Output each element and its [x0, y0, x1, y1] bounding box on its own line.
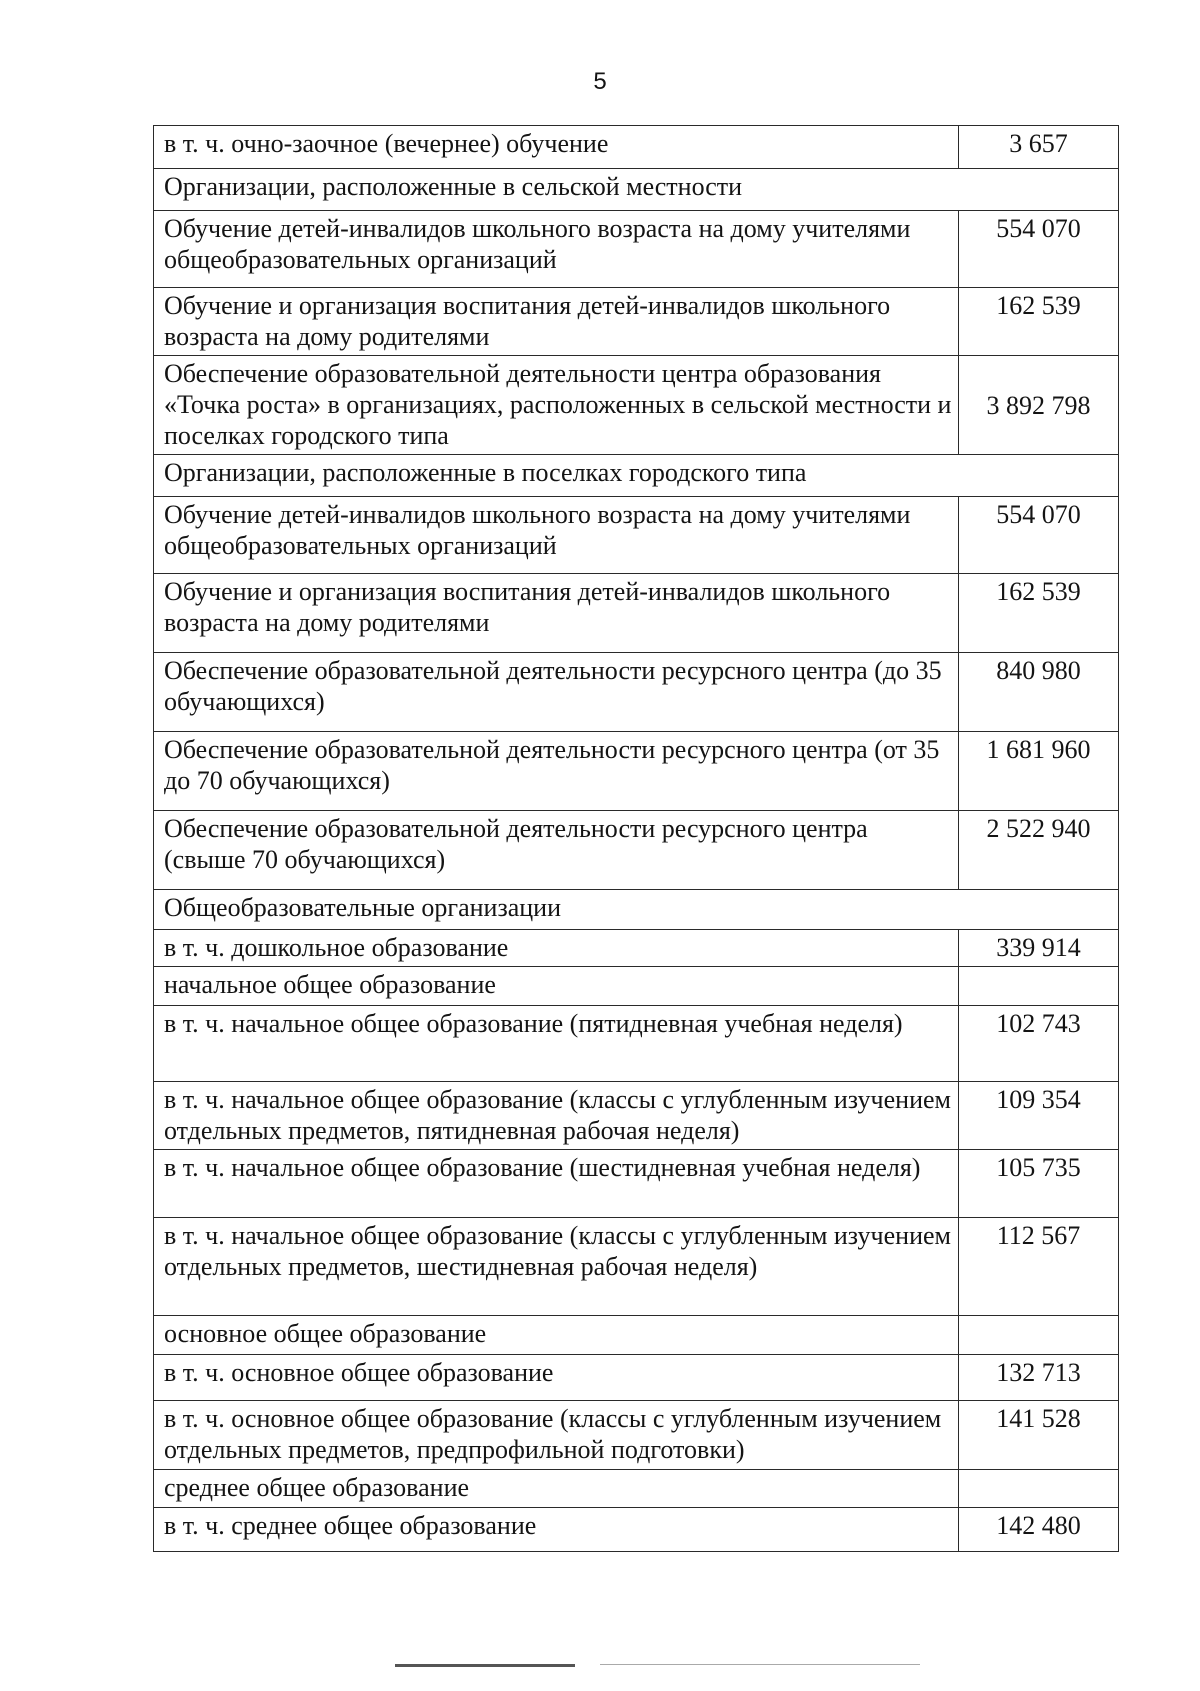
table-row [154, 497, 1119, 574]
row-value: 1 681 960 [959, 732, 1119, 811]
table-row [154, 356, 1119, 455]
row-value: 102 743 [959, 1006, 1119, 1082]
row-value: 339 914 [959, 930, 1119, 967]
budget-table [153, 125, 1119, 1552]
row-label: в т. ч. начальное общее образование (пятидневная учебная неделя) [154, 1006, 959, 1082]
table-row [154, 1508, 1119, 1552]
row-label: в т. ч. очно-заочное (вечернее) обучение [154, 126, 959, 169]
row-label: начальное общее образование [154, 967, 959, 1006]
row-label: среднее общее образование [154, 1470, 959, 1508]
row-value: 840 980 [959, 653, 1119, 732]
row-label: Обеспечение образовательной деятельности ресурсного центра (до 35 обучающихся) [154, 653, 959, 732]
row-value: 162 539 [959, 288, 1119, 356]
row-value [959, 1316, 1119, 1355]
table-row [154, 211, 1119, 288]
row-value: 105 735 [959, 1150, 1119, 1218]
row-value: 3 892 798 [959, 356, 1119, 455]
row-label: Обучение и организация воспитания детей-инвалидов школьного возраста на дому родителями [154, 574, 959, 653]
row-value: 554 070 [959, 211, 1119, 288]
scan-mark [600, 1664, 920, 1665]
row-value: 132 713 [959, 1355, 1119, 1401]
row-value: 554 070 [959, 497, 1119, 574]
table-row [154, 455, 1119, 497]
table-row [154, 1470, 1119, 1508]
table-row [154, 653, 1119, 732]
row-label: основное общее образование [154, 1316, 959, 1355]
section-header-cell: Организации, расположенные в сельской местности [154, 169, 1119, 211]
table-row [154, 1401, 1119, 1470]
table-row [154, 1006, 1119, 1082]
section-header-cell: Организации, расположенные в поселках городского типа [154, 455, 1119, 497]
row-label: Обеспечение образовательной деятельности центра образования «Точка роста» в организациях, расположенных в сельской местности и поселках городского типа [154, 356, 959, 455]
table-row [154, 126, 1119, 169]
row-value: 141 528 [959, 1401, 1119, 1470]
page-number: 5 [593, 68, 607, 95]
row-value [959, 1470, 1119, 1508]
table-row [154, 574, 1119, 653]
table-row [154, 1150, 1119, 1218]
section-header-cell: Общеобразовательные организации [154, 890, 1119, 930]
table-row [154, 732, 1119, 811]
row-label: в т. ч. среднее общее образование [154, 1508, 959, 1552]
table-row [154, 169, 1119, 211]
row-value: 3 657 [959, 126, 1119, 169]
row-label: в т. ч. дошкольное образование [154, 930, 959, 967]
row-label: в т. ч. основное общее образование [154, 1355, 959, 1401]
row-label: Обеспечение образовательной деятельности ресурсного центра (свыше 70 обучающихся) [154, 811, 959, 890]
table-row [154, 1082, 1119, 1150]
row-value: 2 522 940 [959, 811, 1119, 890]
row-label: Обучение и организация воспитания детей-инвалидов школьного возраста на дому родителями [154, 288, 959, 356]
row-label: Обучение детей-инвалидов школьного возраста на дому учителями общеобразовательных организаций [154, 211, 959, 288]
table-row [154, 930, 1119, 967]
scan-mark [395, 1664, 575, 1667]
table-row [154, 967, 1119, 1006]
row-value: 142 480 [959, 1508, 1119, 1552]
table-row [154, 1218, 1119, 1316]
row-label: в т. ч. начальное общее образование (классы с углубленным изучением отдельных предметов, шестидневная рабочая неделя) [154, 1218, 959, 1316]
table-row [154, 288, 1119, 356]
table-body [154, 126, 1119, 1552]
row-value [959, 967, 1119, 1006]
table-row [154, 890, 1119, 930]
row-label: Обучение детей-инвалидов школьного возраста на дому учителями общеобразовательных организаций [154, 497, 959, 574]
row-label: в т. ч. начальное общее образование (шестидневная учебная неделя) [154, 1150, 959, 1218]
row-label: в т. ч. начальное общее образование (классы с углубленным изучением отдельных предметов, пятидневная рабочая неделя) [154, 1082, 959, 1150]
row-value: 109 354 [959, 1082, 1119, 1150]
row-label: Обеспечение образовательной деятельности ресурсного центра (от 35 до 70 обучающихся) [154, 732, 959, 811]
row-value: 162 539 [959, 574, 1119, 653]
row-label: в т. ч. основное общее образование (классы с углубленным изучением отдельных предметов, предпрофильной подготовки) [154, 1401, 959, 1470]
table-row [154, 1355, 1119, 1401]
row-value: 112 567 [959, 1218, 1119, 1316]
table-row [154, 1316, 1119, 1355]
table-row [154, 811, 1119, 890]
